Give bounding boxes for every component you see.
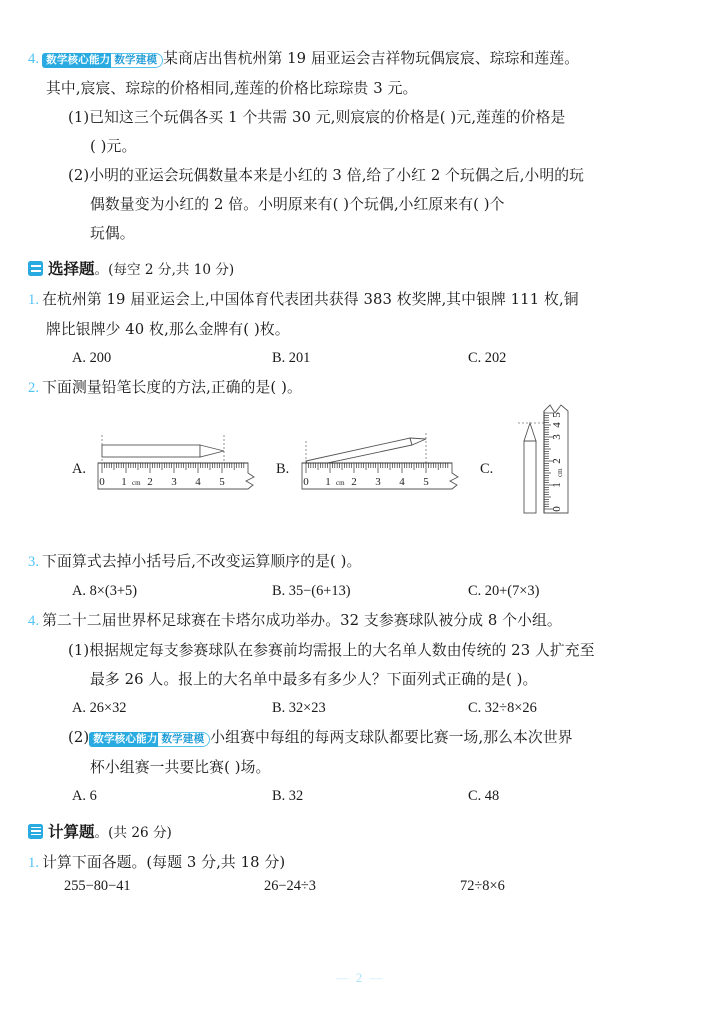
s2q4-sub2-option-c[interactable]: C. 48 [468, 787, 500, 804]
svg-text:0: 0 [303, 476, 309, 488]
s2q4-sub2-prefix: (2) [68, 729, 90, 746]
question-4-top [28, 44, 692, 248]
s2q1-option-a[interactable]: A. 200 [72, 350, 112, 366]
svg-text:0: 0 [551, 506, 563, 512]
s2q3-text-1: 下面算式去掉小括号后‚不改变运算顺序的是( )。 [42, 553, 362, 570]
ruler-figure-a[interactable] [96, 425, 266, 505]
footer-dash-right: — [369, 970, 385, 985]
s2q3-options [28, 577, 692, 606]
s3q1-expression-1[interactable]: 255−80−41 [64, 877, 131, 894]
s2q4-sub1-line-1: (1)根据规定每支参赛球队在参赛前均需报上的大名单人数由传统的 23 人扩充至 [68, 642, 595, 659]
s2q2-figures [28, 407, 692, 547]
section-three-icon [28, 824, 43, 839]
svg-text:2: 2 [551, 458, 563, 464]
ruler-figure-c[interactable] [506, 383, 596, 533]
s2q4-sub1-option-a[interactable]: A. 26×32 [72, 700, 127, 716]
q4-text-1: 某商店出售杭州第 19 届亚运会吉祥物玩偶宸宸、琮琮和莲莲。 [163, 50, 580, 67]
section-3-header [28, 817, 692, 848]
s2q4-sub1-option-c[interactable]: C. 32÷8×26 [468, 700, 537, 716]
s2q2-figure-label-a[interactable]: A. [72, 461, 86, 477]
s2q4-line-1 [28, 606, 692, 636]
svg-text:2: 2 [351, 476, 357, 488]
section-2-title: 选择题 [48, 259, 95, 278]
s3q1-number: 1. [28, 854, 40, 871]
q4-sub2-line-2: 偶数量变为小红的 2 倍。小明原来有( )个玩偶‚小红原来有( )个 [90, 196, 505, 213]
svg-text:cm: cm [132, 479, 141, 487]
section-3-title: 计算题 [48, 821, 95, 841]
s2q4-number: 4. [28, 613, 40, 629]
badge-modeling: 数学建模 [111, 53, 163, 68]
svg-text:5: 5 [219, 476, 225, 488]
footer-dash-left: — [335, 970, 351, 985]
s2q4-sub2-text-1: 小组赛中每组的每两支球队都要比赛一场‚那么本次世界 [210, 729, 573, 746]
s2q4-text-1: 第二十二届世界杯足球赛在卡塔尔成功举办。32 支参赛球队被分成 8 个小组。 [42, 612, 562, 629]
s2q4-sub2-options [28, 782, 692, 811]
s2q4-sub1-option-b[interactable]: B. 32×23 [272, 700, 326, 716]
s2q1-options [28, 344, 692, 373]
s2q1-line-1 [28, 285, 692, 315]
section-two-icon [28, 261, 43, 276]
s2q4-sub1-line-2: 最多 26 人。报上的大名单中最多有多少人？下面列式正确的是( )。 [90, 671, 538, 688]
s2q3-option-b[interactable]: B. 35−(6+13) [272, 583, 351, 599]
section-3-subtitle: 。(共 26 分) [94, 824, 172, 841]
s2q3-option-a[interactable]: A. 8×(3+5) [72, 583, 137, 599]
q4-sub2-line-1: (2)小明的亚运会玩偶数量本来是小红的 3 倍‚给了小红 2 个玩偶之后‚小明的玩 [68, 167, 585, 184]
q4-line-1 [28, 44, 692, 74]
q4-number: 4. [28, 51, 40, 67]
section2-question-2 [28, 373, 692, 547]
q4-line-2: 其中‚宸宸、琮琮的价格相同‚莲莲的价格比琮琮贵 3 元。 [46, 80, 418, 97]
svg-text:1: 1 [551, 482, 563, 488]
badge-modeling-2: 数学建模 [158, 732, 210, 747]
s2q4-sub2-line-1 [28, 723, 692, 753]
q4-sub2-line-3: 玩偶。 [90, 225, 135, 242]
badge-core-ability: 数学核心能力 [42, 53, 113, 68]
badge-core-ability-2: 数学核心能力 [89, 732, 160, 747]
q4-sub1-line-1: (1)已知这三个玩偶各买 1 个共需 30 元‚则宸宸的价格是( )元‚莲莲的价格是 [68, 109, 566, 126]
svg-text:cm: cm [336, 479, 345, 487]
svg-text:3: 3 [551, 434, 563, 440]
s2q4-sub1-options [28, 694, 692, 723]
svg-text:3: 3 [171, 476, 177, 488]
page-footer [0, 970, 720, 986]
section3-question-1 [28, 848, 692, 910]
s2q4-sub2-option-b[interactable]: B. 32 [272, 787, 304, 804]
s2q1-option-c[interactable]: C. 202 [468, 350, 507, 366]
capability-badges-2 [89, 723, 210, 752]
s2q1-number: 1. [28, 292, 40, 308]
s2q1-option-b[interactable]: B. 201 [272, 350, 311, 366]
svg-text:3: 3 [375, 476, 381, 488]
svg-text:1: 1 [325, 476, 331, 488]
s3q1-expression-3[interactable]: 72÷8×6 [460, 877, 505, 894]
svg-text:1: 1 [121, 476, 127, 488]
section2-question-4 [28, 606, 692, 811]
s2q2-text-1: 下面测量铅笔长度的方法‚正确的是( )。 [42, 379, 302, 396]
capability-badges [42, 44, 163, 73]
q4-sub1-line-2: ( )元。 [90, 138, 137, 155]
section-2-header [28, 254, 692, 285]
s2q2-figure-label-b[interactable]: B. [276, 461, 290, 477]
svg-text:4: 4 [195, 476, 201, 488]
s2q4-sub2-line-2: 杯小组赛一共要比赛( )场。 [90, 758, 271, 776]
s3q1-line-1 [28, 848, 692, 878]
svg-text:5: 5 [551, 412, 563, 418]
s2q1-line-2: 牌比银牌少 40 枚‚那么金牌有( )枚。 [46, 321, 290, 338]
s2q3-line-1 [28, 547, 692, 577]
svg-text:2: 2 [147, 476, 153, 488]
s2q1-text-1: 在杭州第 19 届亚运会上‚中国体育代表团共获得 383 枚奖牌‚其中银牌 111 枚‚铜 [42, 291, 579, 308]
svg-text:cm: cm [556, 468, 564, 477]
s2q2-number: 2. [28, 380, 40, 396]
s3q1-expression-2[interactable]: 26−24÷3 [264, 877, 316, 894]
section2-question-3 [28, 547, 692, 606]
s3q1-expressions [28, 878, 692, 910]
svg-text:4: 4 [551, 422, 563, 428]
svg-text:5: 5 [423, 476, 429, 488]
s2q4-sub2-option-a[interactable]: A. 6 [72, 787, 97, 804]
s3q1-text: 计算下面各题。(每题 3 分‚共 18 分) [42, 853, 286, 871]
section-2-subtitle: 。(每空 2 分‚共 10 分) [94, 262, 235, 278]
s2q2-figure-label-c[interactable]: C. [480, 461, 494, 477]
ruler-figure-b[interactable] [300, 425, 470, 505]
svg-text:0: 0 [99, 476, 105, 488]
s2q3-number: 3. [28, 554, 40, 570]
svg-text:4: 4 [399, 476, 405, 488]
s2q3-option-c[interactable]: C. 20+(7×3) [468, 583, 540, 599]
footer-page-number: 2 [355, 970, 365, 985]
section2-question-1 [28, 285, 692, 373]
